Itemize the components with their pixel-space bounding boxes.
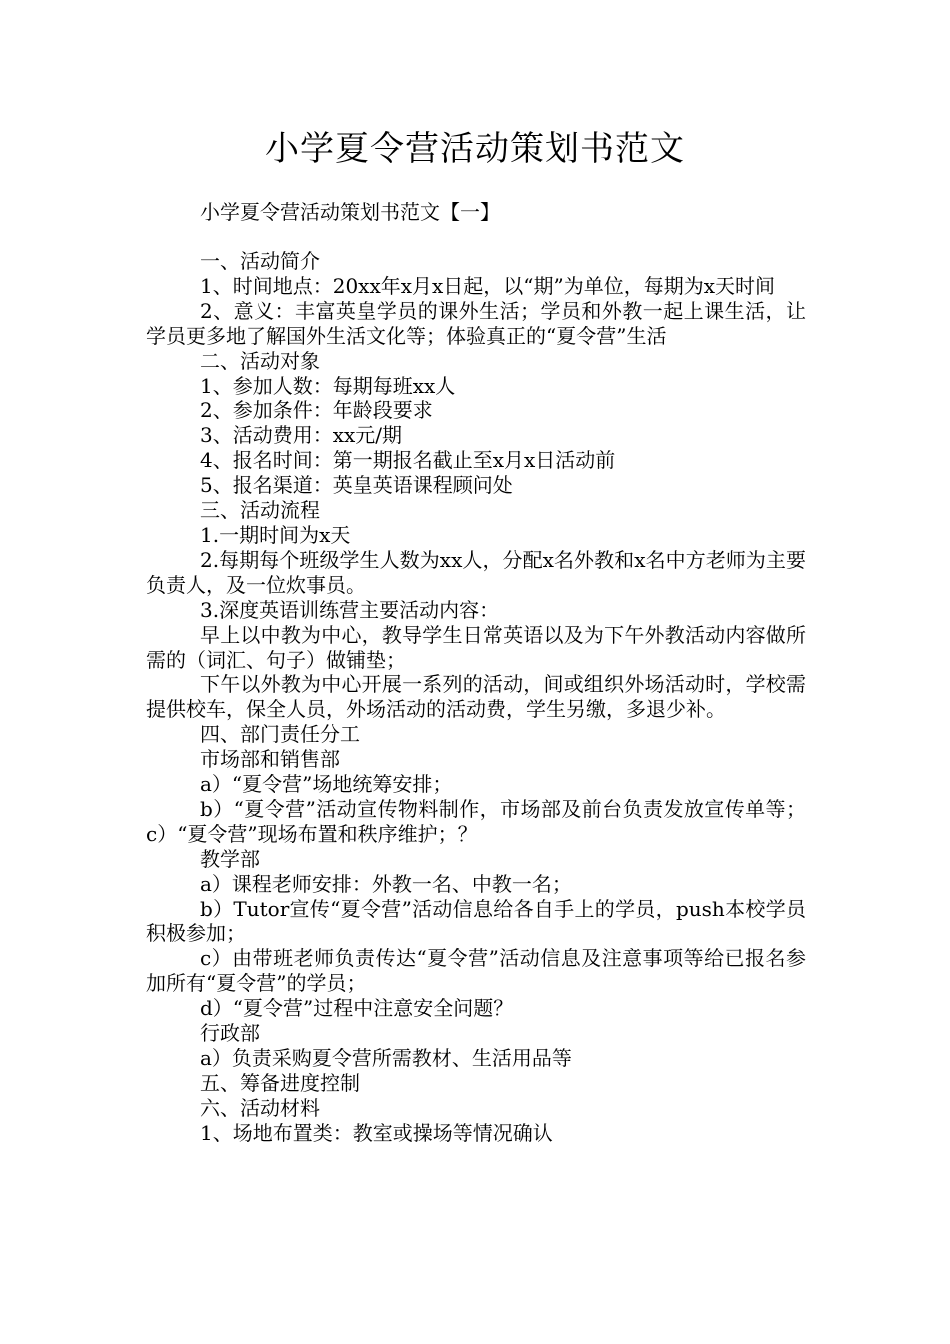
body-paragraph: 四、部门责任分工 bbox=[200, 722, 360, 747]
body-paragraph: 下午以外教为中心开展一系列的活动，间或组织外场活动时，学校需提供校车，保全人员，外场活动的活动费，学生另缴，多退少补。 bbox=[146, 672, 806, 722]
document-subtitle: 小学夏令营活动策划书范文【一】 bbox=[200, 200, 500, 224]
body-paragraph: a）课程老师安排：外教一名、中教一名； bbox=[200, 871, 572, 896]
body-paragraph: a）“夏令营”场地统筹安排； bbox=[200, 772, 453, 797]
body-paragraph: 一、活动简介 bbox=[200, 249, 320, 273]
body-paragraph: 1、场地布置类：教室或操场等情况确认 bbox=[200, 1120, 553, 1145]
body-paragraph: 市场部和销售部 bbox=[200, 747, 340, 772]
body-paragraph: 二、活动对象 bbox=[200, 348, 320, 373]
body-paragraph: 六、活动材料 bbox=[200, 1095, 320, 1120]
document-title: 小学夏令营活动策划书范文 bbox=[265, 129, 685, 169]
body-paragraph: 行政部 bbox=[200, 1021, 260, 1046]
body-paragraph: a）负责采购夏令营所需教材、生活用品等 bbox=[200, 1046, 572, 1070]
body-paragraph: c）由带班老师负责传达“夏令营”活动信息及注意事项等给已报名参加所有“夏令营”的学员； bbox=[146, 946, 806, 996]
body-paragraph: 5、报名渠道：英皇英语课程顾问处 bbox=[200, 473, 513, 498]
body-paragraph: 教学部 bbox=[200, 846, 260, 871]
body-paragraph: 2、意义：丰富英皇学员的课外生活；学员和外教一起上课生活，让学员更多地了解国外生活文化等；体验真正的“夏令营”生活 bbox=[146, 298, 806, 348]
document-body bbox=[146, 249, 806, 1146]
body-paragraph: 1、参加人数：每期每班xx人 bbox=[200, 373, 456, 398]
body-paragraph: 2、参加条件：年龄段要求 bbox=[200, 398, 433, 423]
body-paragraph: 1.一期时间为x天 bbox=[200, 522, 351, 547]
body-paragraph: 五、筹备进度控制 bbox=[200, 1070, 360, 1095]
body-paragraph: b）Tutor宣传“夏令营”活动信息给各自手上的学员，push本校学员积极参加； bbox=[146, 896, 806, 946]
body-paragraph: b）“夏令营”活动宣传物料制作，市场部及前台负责发放宣传单等；c）“夏令营”现场布置和秩序维护；？ bbox=[146, 796, 806, 846]
body-paragraph: 早上以中教为中心，教导学生日常英语以及为下午外教活动内容做所需的（词汇、句子）做铺垫； bbox=[146, 622, 806, 672]
body-paragraph: d）“夏令营”过程中注意安全问题？ bbox=[200, 996, 514, 1021]
body-paragraph: 三、活动流程 bbox=[200, 498, 320, 523]
body-paragraph: 3.深度英语训练营主要活动内容： bbox=[200, 597, 500, 622]
body-paragraph: 3、活动费用：xx元/期 bbox=[200, 423, 403, 448]
body-paragraph: 1、时间地点：20xx年x月x日起，以“期”为单位，每期为x天时间 bbox=[200, 273, 776, 298]
body-paragraph: 2.每期每个班级学生人数为xx人，分配x名外教和x名中方老师为主要负责人，及一位炊事员。 bbox=[146, 547, 806, 597]
body-paragraph: 4、报名时间：第一期报名截止至x月x日活动前 bbox=[200, 448, 616, 473]
